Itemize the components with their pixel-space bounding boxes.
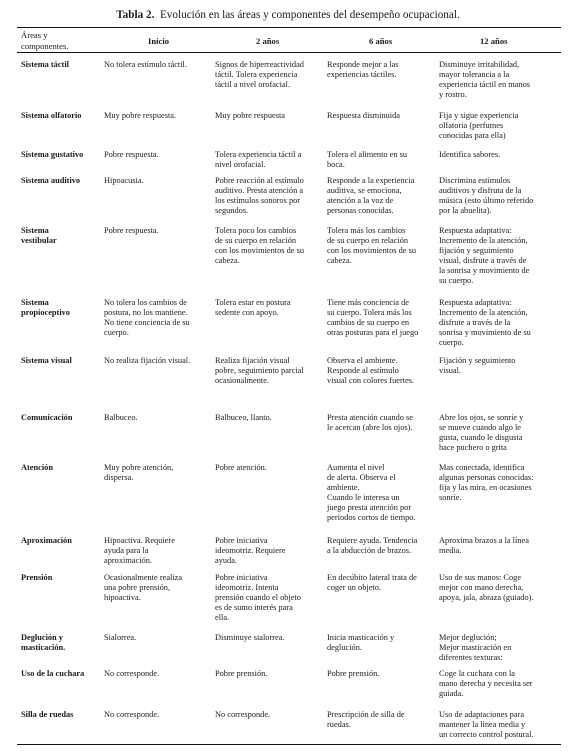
table-cell: Pobre respuesta. xyxy=(104,226,159,235)
table-cell: Prescripción de silla de ruedas. xyxy=(327,710,405,729)
table-cell: Hipoactiva. Requiere ayuda para la aproximación. xyxy=(104,536,175,565)
table-cell: Sialorrea. xyxy=(104,633,137,642)
table-caption xyxy=(0,9,576,21)
table-cell: No corresponde. xyxy=(104,710,160,719)
row-area-label: Comunicación xyxy=(21,413,73,422)
table-bottom-rule xyxy=(17,744,561,745)
table-cell: Uso de sus manos: Coge mejor con mano derecha, apoya, jala, abraza (guiado). xyxy=(439,573,534,602)
row-area-label: Sistema gustativo xyxy=(21,150,84,159)
table-cell: Mejor deglución; Mejor masticación en diferentes texturas: xyxy=(439,633,512,662)
row-area-label: Sistema visual xyxy=(21,356,72,365)
table-cell: Fija y sigue experiencia olfatoria (perfumes conocidas para ella) xyxy=(439,111,519,140)
column-header-inicio: Inicio xyxy=(148,36,170,46)
table-cell: Pobre prensión. xyxy=(215,669,268,678)
table-caption-label: Tabla 2. xyxy=(116,9,155,21)
table-cell: Pobre respuesta. xyxy=(104,150,159,159)
table-cell: Responde a la experiencia auditiva, se emociona, atención a la voz de personas conocidas. xyxy=(327,176,415,215)
table-cell: Balbuceo, llanto. xyxy=(215,413,272,422)
table-header-rule xyxy=(17,52,561,53)
table-cell: Tolera más los cambios de su cuerpo en relación con los movimientos de su cabeza. xyxy=(327,226,416,265)
column-header-6-anos: 6 años xyxy=(369,36,393,46)
table-cell: Hipoacusia. xyxy=(104,176,144,185)
table-cell: Respuesta disminuida xyxy=(327,111,400,120)
table-cell: Realiza fijación visual pobre, seguimiento parcial ocasionalmente. xyxy=(215,356,304,385)
table-cell: Coge la cuchara con la mano derecha y necesita ser guiada. xyxy=(439,669,533,698)
table-cell: Inicia masticación y deglución. xyxy=(327,633,395,652)
table-cell: Discrimina estímulos auditivos y disfruta de la música (esto último referido por la abuelita). xyxy=(439,176,534,215)
table-cell: Pobre iniciativa ideomotriz. Intenta prensión cuando el objeto es de sumo interés para ella. xyxy=(215,573,301,622)
table-cell: No tolera los cambios de postura, no los mantiene. No tiene conciencia de su cuerpo. xyxy=(104,298,190,337)
table-cell: Respuesta adaptativa: Incremento de la atención, fijación y seguimiento visual, disfrute a través de la sonrisa y movimiento de su cuerpo. xyxy=(439,226,530,285)
table-cell: Tiene más conciencia de su cuerpo. Tolera más los cambios de su cuerpo en otras posturas para el juego xyxy=(327,298,419,337)
table-cell: Mas conectada, identifica algunas personas conocidas: fija y las mira, en ocasiones sonríe. xyxy=(439,463,534,502)
table-cell: Muy pobre respuesta. xyxy=(104,111,177,120)
table-cell: Observa el ambiente. Responde al estímulo visual con colores fuertes. xyxy=(327,356,415,385)
table-caption-text: Evolución en las áreas y componentes del desempeño ocupacional. xyxy=(159,9,460,21)
table-cell: Tolera experiencia táctil a nivel orofacial. xyxy=(215,150,302,169)
table-cell: Balbuceo. xyxy=(104,413,138,422)
table-cell: Uso de adaptaciones para mantener la línea media y un correcto control postural. xyxy=(439,710,534,739)
table-cell: Disminuye sialorrea. xyxy=(215,633,285,642)
table-cell: No realiza fijación visual. xyxy=(104,356,191,365)
table-cell: Requiere ayuda. Tendencia a la abducción de brazos. xyxy=(327,536,418,555)
table-cell: Respuesta adaptativa: Incremento de la atención, disfrute a través de la sonrisa y movimiento de su cuerpo. xyxy=(439,298,531,347)
row-area-label: Sistema táctil xyxy=(21,60,69,69)
table-cell: Aumenta el nivel de alerta. Observa el ambiente. Cuando le interesa un juego presta atención por periodos cortos de tiempo. xyxy=(327,463,416,522)
table-cell: No corresponde. xyxy=(215,710,271,719)
table-cell: Muy pobre atención, dispersa. xyxy=(104,463,174,482)
table-cell: Signos de hiperreactividad táctil. Tolera experiencia táctil a nivel orofacial. xyxy=(215,60,304,89)
table-cell: Tolera estar en postura sedente con apoyo. xyxy=(215,298,291,317)
row-area-label: Sistema olfatorio xyxy=(21,111,82,120)
table-cell: Responde mejor a las experiencias táctiles. xyxy=(327,60,399,79)
table-cell: Tolera poco los cambios de su cuerpo en relación con los movimientos de su cabeza. xyxy=(215,226,304,265)
column-header-areas: Áreas y componentes. xyxy=(21,30,69,51)
table-cell: Presta atención cuando se le acercan (abre los ojos). xyxy=(327,413,413,432)
table-cell: Pobre reacción al estímulo auditivo. Presta atención a los estímulos sonoros por segundos. xyxy=(215,176,304,215)
row-area-label: Silla de ruedas xyxy=(21,710,74,719)
row-area-label: Aproximación xyxy=(21,536,72,545)
row-area-label: Sistema vestibular xyxy=(21,226,57,245)
table-cell: Tolera el alimento en su boca. xyxy=(327,150,408,169)
table-cell: En decúbito lateral trata de coger un objeto. xyxy=(327,573,417,592)
table-cell: Identifica sabores. xyxy=(439,150,501,159)
table-cell: Pobre atención. xyxy=(215,463,267,472)
table-cell: Ocasionalmente realiza una pobre prensión, hipoactiva. xyxy=(104,573,183,602)
row-area-label: Sistema propioceptivo xyxy=(21,298,70,317)
row-area-label: Prensión xyxy=(21,573,53,582)
row-area-label: Sistema auditivo xyxy=(21,176,81,185)
column-header-12-anos: 12 años xyxy=(480,36,508,46)
table-cell: Disminuye irritabilidad, mayor tolerancia a la experiencia táctil en manos y rostro. xyxy=(439,60,531,99)
table-cell: Pobre iniciativa ideomotriz. Requiere ayuda. xyxy=(215,536,286,565)
row-area-label: Uso de la cuchara xyxy=(21,669,85,678)
table-cell: No tolera estímulo táctil. xyxy=(104,60,187,69)
table-top-rule xyxy=(17,27,561,28)
table-cell: Pobre prensión. xyxy=(327,669,380,678)
row-area-label: Atención xyxy=(21,463,53,472)
table-cell: Fijación y seguimiento visual. xyxy=(439,356,516,375)
column-header-2-anos: 2 años xyxy=(256,36,280,46)
table-cell: Aproxima brazos a la línea media. xyxy=(439,536,529,555)
table-cell: Abre los ojos, se sonríe y se mueve cuando algo le gusta, cuando le disgusta hace puchero o grita xyxy=(439,413,524,452)
table-cell: No corresponde. xyxy=(104,669,160,678)
row-area-label: Deglución y masticación. xyxy=(21,633,66,652)
table-cell: Muy pobre respuesta xyxy=(215,111,285,120)
